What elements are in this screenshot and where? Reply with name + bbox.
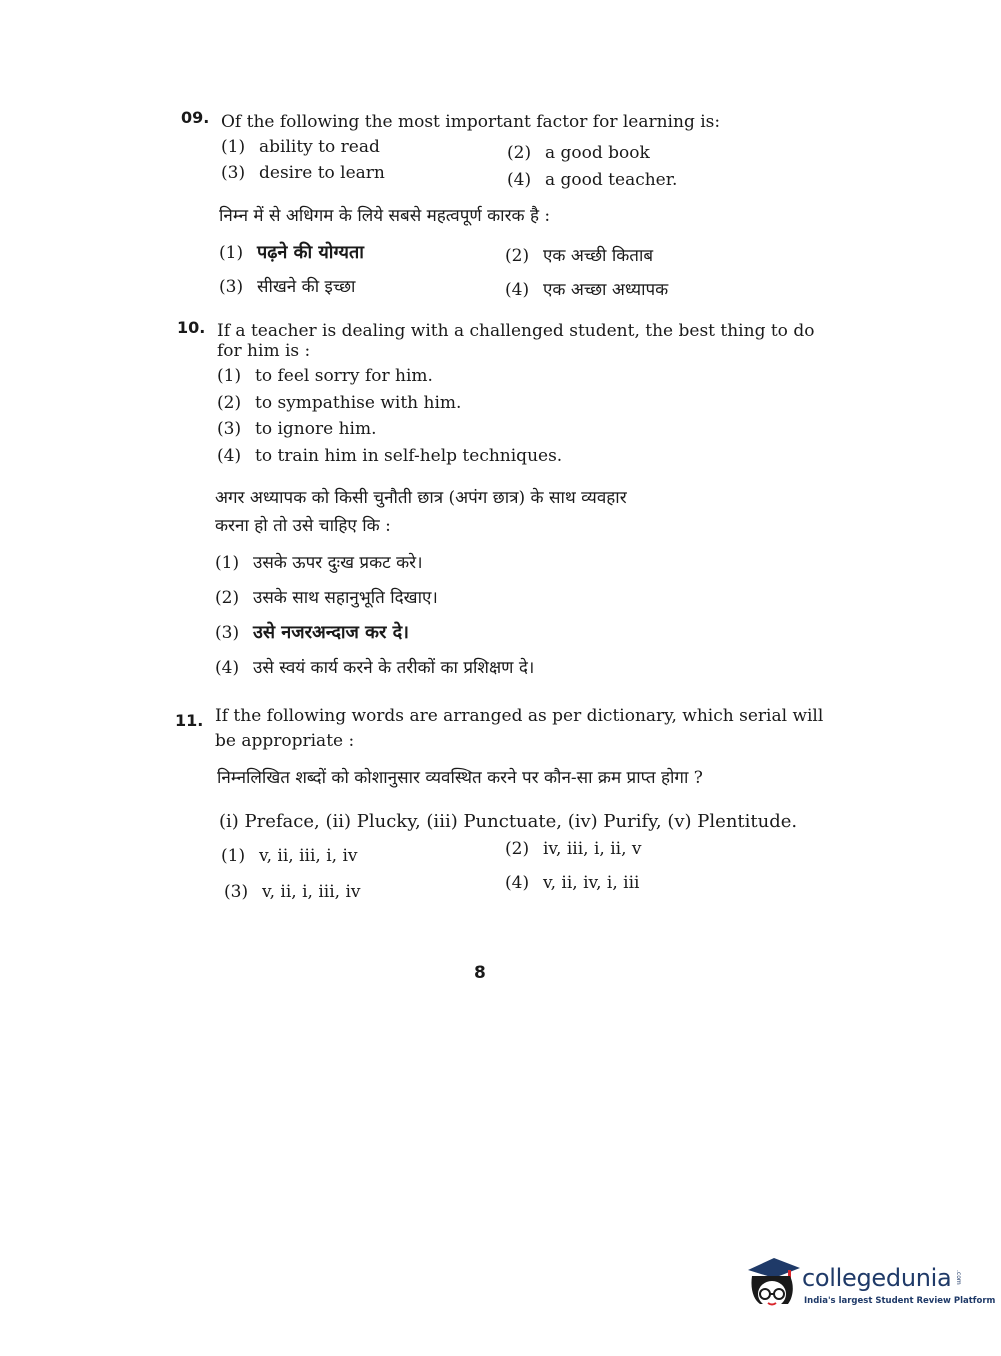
option-hi-1: (1) पढ़ने की योग्यता: [219, 242, 364, 263]
question-text-hi: निम्न में से अधिगम के लिये सबसे महत्वपूर्ण कारक है :: [219, 206, 551, 226]
collegedunia-logo: [742, 1250, 996, 1314]
option-hi-1: (1) उसके ऊपर दुःख प्रकट करे।: [215, 553, 423, 573]
option-en-2: (2) a good book: [507, 143, 650, 163]
option-en-1: (1) ability to read: [221, 137, 380, 157]
option-en-2: (2) to sympathise with him.: [217, 393, 462, 413]
brand-name: collegedunia: [802, 1264, 952, 1292]
option-hi-4: (4) एक अच्छा अध्यापक: [505, 280, 669, 300]
option-en-3: (3) desire to learn: [221, 163, 385, 183]
question-text-hi-line1: अगर अध्यापक को किसी चुनौती छात्र (अपंग छात्र) के साथ व्यवहार: [215, 488, 627, 508]
question-text-en-line1: If the following words are arranged as per dictionary, which serial will: [215, 706, 824, 726]
option-1: (1) v, ii, iii, i, iv: [221, 846, 358, 866]
question-text-hi-line2: करना हो तो उसे चाहिए कि :: [215, 516, 391, 536]
option-en-1: (1) to feel sorry for him.: [217, 366, 433, 386]
option-hi-3: (3) सीखने की इच्छा: [219, 277, 356, 297]
option-hi-4: (4) उसे स्वयं कार्य करने के तरीकों का प्रशिक्षण दे।: [215, 658, 535, 678]
option-3: (3) v, ii, i, iii, iv: [224, 882, 361, 902]
option-hi-2: (2) एक अच्छी किताब: [505, 246, 654, 266]
option-hi-3: (3) उसे नजरअन्दाज कर दे।: [215, 622, 409, 643]
question-text-en-line1: If a teacher is dealing with a challenged student, the best thing to do: [217, 321, 815, 341]
student-mascot-icon: [742, 1250, 802, 1314]
option-4: (4) v, ii, iv, i, iii: [505, 873, 640, 893]
question-text-en-line2: be appropriate :: [215, 731, 355, 751]
question-text-hi: निम्नलिखित शब्दों को कोशानुसार व्यवस्थित करने पर कौन-सा क्रम प्राप्त होगा ?: [217, 768, 703, 788]
question-text-en-line2: for him is :: [217, 341, 311, 361]
option-en-4: (4) a good teacher.: [507, 170, 678, 190]
question-number: 09.: [181, 108, 210, 127]
question-number: 11.: [175, 711, 204, 730]
question-text-en: Of the following the most important factor for learning is:: [221, 112, 721, 132]
option-en-4: (4) to train him in self-help techniques.: [217, 446, 563, 466]
page-number: 8: [474, 963, 486, 983]
brand-domain-suffix: .com: [955, 1270, 962, 1285]
word-list: (i) Preface, (ii) Plucky, (iii) Punctuate, (iv) Purify, (v) Plentitude.: [219, 811, 798, 832]
question-number: 10.: [177, 318, 206, 337]
option-en-3: (3) to ignore him.: [217, 419, 377, 439]
brand-tagline: India's largest Student Review Platform: [804, 1296, 996, 1306]
option-2: (2) iv, iii, i, ii, v: [505, 839, 642, 859]
option-hi-2: (2) उसके साथ सहानुभूति दिखाए।: [215, 588, 438, 608]
